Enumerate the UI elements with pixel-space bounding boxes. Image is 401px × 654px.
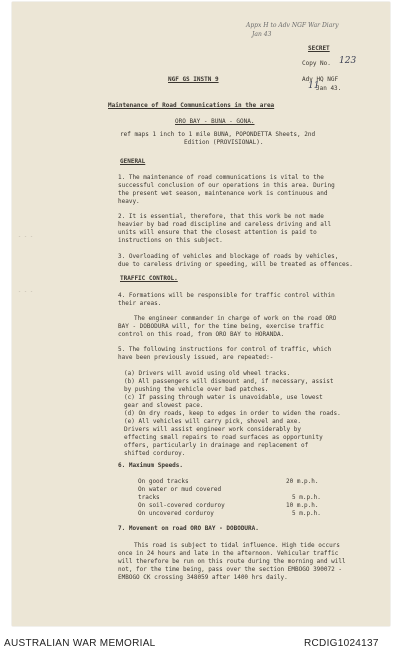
paragraph-3-line: 3. Overloading of vehicles and blockage of roads by vehicles, bbox=[118, 253, 339, 260]
instruction-item: (e) All vehicles will carry pick, shovel and axe. bbox=[124, 418, 302, 425]
instruction-item: offers, particularly in drainage and replacement of bbox=[124, 442, 309, 449]
section-heading-movement-on-road: 7. Movement on road ORO BAY - DOBODURA. bbox=[118, 525, 259, 532]
speed-limit: 5 m.p.h. bbox=[292, 510, 321, 517]
paragraph-7-line: will therefore be run on this route during the morning and will bbox=[118, 558, 346, 565]
paragraph-4b-line: The engineer commander in charge of work on the road ORO bbox=[134, 315, 337, 322]
instruction-item: by pushing the vehicle over bad patches. bbox=[124, 386, 269, 393]
paragraph-7-line: not, for the time being, pass over the section EMBOGO 390072 - bbox=[118, 566, 342, 573]
instruction-item: (c) If passing through water is unavoidable, use lowest bbox=[124, 394, 323, 401]
instruction-item: Drivers will assist engineer work considerably by bbox=[124, 426, 302, 433]
paragraph-1-line: 1. The maintenance of road communications is vital to the bbox=[118, 174, 324, 181]
paragraph-4b-line: BAY - DOBODURA will, for the time being, exercise traffic bbox=[118, 323, 324, 330]
section-heading-traffic-control: TRAFFIC CONTROL. bbox=[120, 275, 178, 282]
speed-limit: 5 m.p.h. bbox=[292, 494, 321, 501]
map-reference-line-2: Edition (PROVISIONAL). bbox=[184, 139, 264, 146]
document-page bbox=[12, 2, 390, 626]
bleed-through-mark: - - - bbox=[18, 234, 34, 240]
document-date: Jan 43. bbox=[316, 85, 342, 92]
paragraph-4-line: 4. Formations will be responsible for traffic control within bbox=[118, 292, 335, 299]
instruction-item: (d) On dry roads, keep to edges in order to widen the roads. bbox=[124, 410, 341, 417]
adv-hq-label: Adv HQ NGF bbox=[302, 76, 339, 83]
instruction-reference: NGF GS INSTN 9 bbox=[168, 76, 219, 83]
paragraph-4b-line: control on this road, from ORO BAY to HORANDA. bbox=[118, 331, 285, 338]
paragraph-2-line: units will ensure that the closest attention is paid to bbox=[118, 229, 317, 236]
paragraph-7-line: EMBOGO CK crossing 348059 after 1400 hrs daily. bbox=[118, 574, 288, 581]
paragraph-7-line: once in 24 hours and late in the afternoon. Vehicular traffic bbox=[118, 550, 339, 557]
instruction-item: (b) All passengers will dismount and, if necessary, assist bbox=[124, 378, 334, 385]
paragraph-4-line: their areas. bbox=[118, 300, 162, 307]
speed-road-type: On soil-covered corduroy bbox=[138, 502, 225, 509]
paragraph-1-line: the present wet season, maintenance work is continuous and bbox=[118, 190, 328, 197]
bleed-through-mark: - - - bbox=[18, 289, 34, 295]
appendix-date: Jan 43 bbox=[252, 31, 272, 38]
paragraph-7-line: This road is subject to tidal influence. High tide occurs bbox=[134, 542, 340, 549]
speed-road-type: tracks bbox=[138, 494, 160, 501]
copy-number-label: Copy No. bbox=[302, 60, 331, 67]
section-heading-maximum-speeds: 6. Maximum Speeds. bbox=[118, 462, 184, 469]
appendix-annotation: Appx H to Adv NGF War Diary bbox=[246, 22, 339, 29]
paragraph-2-line: instructions on this subject. bbox=[118, 237, 223, 244]
instruction-item: shifted corduroy. bbox=[124, 450, 186, 457]
speed-road-type: On uncovered corduroy bbox=[138, 510, 214, 517]
speed-road-type: On good tracks bbox=[138, 478, 189, 485]
date-handwritten: 11 bbox=[308, 81, 320, 91]
document-title: Maintenance of Road Communications in the area bbox=[108, 102, 275, 109]
instruction-item: (a) Drivers will avoid using old wheel tracks. bbox=[124, 370, 291, 377]
copy-number-handwritten: 123 bbox=[339, 56, 357, 66]
paragraph-3-line: due to careless driving or speeding, will be treated as offences. bbox=[118, 261, 353, 268]
archive-record-id: RCDIG1024137 bbox=[304, 638, 379, 649]
instruction-item: effecting small repairs to road surfaces as opportunity bbox=[124, 434, 323, 441]
paragraph-1-line: successful conclusion of our operations in this area. During bbox=[118, 182, 335, 189]
archive-credit: AUSTRALIAN WAR MEMORIAL bbox=[4, 638, 156, 649]
instruction-item: gear and slowest pace. bbox=[124, 402, 204, 409]
speed-limit: 20 m.p.h. bbox=[286, 478, 319, 485]
section-heading-general: GENERAL bbox=[120, 158, 146, 165]
speed-road-type: On water or mud covered bbox=[138, 486, 222, 493]
paragraph-1-line: heavy. bbox=[118, 198, 140, 205]
paragraph-2-line: 2. It is essential, therefore, that this work be not made bbox=[118, 213, 324, 220]
classification-label: SECRET bbox=[308, 45, 330, 52]
speed-limit: 10 m.p.h. bbox=[286, 502, 319, 509]
paragraph-5-line: 5. The following instructions for control of traffic, which bbox=[118, 346, 332, 353]
map-reference-line-1: ref maps 1 inch to 1 mile BUNA, POPONDETTA Sheets, 2nd bbox=[120, 131, 316, 138]
paragraph-2-line: heavier by bad road discipline and careless driving and all bbox=[118, 221, 332, 228]
paragraph-5-line: have been previously issued, are repeated:- bbox=[118, 354, 274, 361]
area-title: ORO BAY - BUNA - GONA. bbox=[175, 118, 255, 125]
